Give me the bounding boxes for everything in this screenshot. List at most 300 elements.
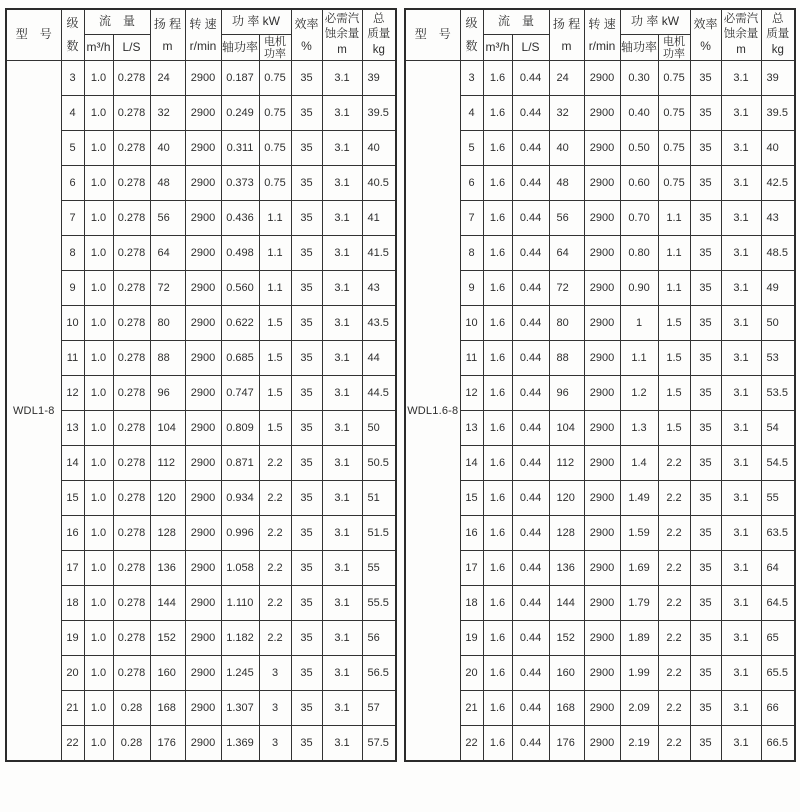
table-cell-npsh: 3.1 (721, 306, 761, 341)
header-stages (460, 9, 483, 61)
table-header (6, 9, 396, 61)
table-cell-flow-m3h: 1.6 (483, 551, 512, 586)
table-cell-eff: 35 (291, 236, 322, 271)
table-row (6, 201, 396, 236)
table-row (405, 656, 795, 691)
table-cell-shaft: 0.934 (221, 481, 259, 516)
table-cell-motor: 2.2 (658, 516, 690, 551)
header-motor-power-line1: 电机 (264, 35, 287, 48)
table-cell-flow-ls: 0.44 (512, 166, 549, 201)
table-row (405, 551, 795, 586)
table-cell-flow-ls: 0.44 (512, 96, 549, 131)
header-efficiency-label: 效率 (693, 17, 718, 31)
table-cell-mass: 55 (761, 481, 795, 516)
table-cell-head: 72 (549, 271, 584, 306)
table-cell-mass: 44.5 (362, 376, 396, 411)
table-cell-motor: 1.5 (658, 376, 690, 411)
table-cell-motor: 1.1 (259, 236, 291, 271)
table-cell-npsh: 3.1 (322, 656, 362, 691)
table-cell-flow-m3h: 1.6 (483, 236, 512, 271)
table-cell-mass: 57 (362, 691, 396, 726)
table-body-wdl1-6-8 (405, 61, 795, 762)
table-cell-flow-ls: 0.44 (512, 516, 549, 551)
header-speed (584, 9, 620, 61)
table-cell-speed: 2900 (185, 656, 221, 691)
table-cell-stage: 11 (460, 341, 483, 376)
header-npsh (322, 9, 362, 61)
table-cell-flow-m3h: 1.0 (84, 726, 113, 762)
table-cell-flow-ls: 0.44 (512, 306, 549, 341)
table-cell-speed: 2900 (584, 656, 620, 691)
table-cell-npsh: 3.1 (721, 96, 761, 131)
table-cell-flow-m3h: 1.6 (483, 656, 512, 691)
table-cell-mass: 65.5 (761, 656, 795, 691)
table-cell-flow-ls: 0.44 (512, 446, 549, 481)
header-mass-line2: 质量 (367, 28, 391, 41)
table-cell-stage: 3 (61, 61, 84, 96)
table-cell-npsh: 3.1 (721, 446, 761, 481)
table-cell-motor: 2.2 (658, 621, 690, 656)
header-motor-power-line1: 电机 (663, 35, 686, 48)
header-motor-power (259, 35, 291, 61)
table-row (405, 201, 795, 236)
table-cell-mass: 55.5 (362, 586, 396, 621)
table-cell-npsh: 3.1 (721, 656, 761, 691)
table-row (405, 691, 795, 726)
table-cell-stage: 7 (460, 201, 483, 236)
table-cell-motor: 1.5 (259, 341, 291, 376)
table-cell-head: 80 (150, 306, 185, 341)
header-motor-power-line2: 功率 (663, 47, 686, 60)
table-row (6, 306, 396, 341)
table-cell-eff: 35 (690, 236, 721, 271)
header-shaft-power: 轴功率 (620, 35, 658, 61)
table-cell-flow-ls: 0.278 (113, 551, 150, 586)
table-cell-motor: 2.2 (259, 551, 291, 586)
table-cell-head: 72 (150, 271, 185, 306)
table-row (6, 376, 396, 411)
table-cell-flow-ls: 0.44 (512, 551, 549, 586)
header-head (150, 9, 185, 61)
header-model: 型 号 (405, 9, 460, 61)
table-cell-head: 104 (150, 411, 185, 446)
table-cell-npsh: 3.1 (322, 131, 362, 166)
header-npsh-unit: m (337, 43, 347, 56)
table-row (405, 166, 795, 201)
header-npsh-line1: 必需汽 (723, 12, 759, 25)
table-cell-npsh: 3.1 (721, 621, 761, 656)
header-mass-line1: 总 (772, 12, 784, 25)
table-cell-mass: 40 (761, 131, 795, 166)
table-cell-motor: 2.2 (658, 691, 690, 726)
table-cell-speed: 2900 (185, 551, 221, 586)
table-row (405, 446, 795, 481)
table-cell-eff: 35 (690, 341, 721, 376)
table-cell-eff: 35 (690, 166, 721, 201)
table-cell-npsh: 3.1 (721, 236, 761, 271)
header-mass-line2: 质量 (766, 28, 790, 41)
table-cell-speed: 2900 (185, 166, 221, 201)
table-cell-stage: 16 (460, 516, 483, 551)
table-cell-npsh: 3.1 (322, 236, 362, 271)
table-cell-stage: 16 (61, 516, 84, 551)
table-cell-mass: 63.5 (761, 516, 795, 551)
table-cell-stage: 17 (61, 551, 84, 586)
table-cell-motor: 3 (259, 656, 291, 691)
header-flow-ls: L/S (512, 35, 549, 61)
table-cell-npsh: 3.1 (322, 166, 362, 201)
table-cell-eff: 35 (690, 586, 721, 621)
table-row (6, 96, 396, 131)
table-cell-mass: 48.5 (761, 236, 795, 271)
table-cell-mass: 42.5 (761, 166, 795, 201)
table-cell-head: 24 (549, 61, 584, 96)
table-cell-head: 32 (549, 96, 584, 131)
table-cell-motor: 2.2 (658, 726, 690, 762)
table-cell-flow-m3h: 1.6 (483, 341, 512, 376)
table-cell-speed: 2900 (185, 201, 221, 236)
table-cell-shaft: 1.1 (620, 341, 658, 376)
table-cell-head: 120 (150, 481, 185, 516)
table-cell-npsh: 3.1 (721, 131, 761, 166)
table-cell-npsh: 3.1 (721, 201, 761, 236)
header-speed-unit: r/min (189, 39, 217, 53)
table-cell-mass: 50 (761, 306, 795, 341)
table-cell-flow-ls: 0.278 (113, 236, 150, 271)
table-cell-speed: 2900 (584, 586, 620, 621)
table-row (405, 481, 795, 516)
table-row (405, 96, 795, 131)
table-cell-npsh: 3.1 (322, 376, 362, 411)
table-cell-head: 32 (150, 96, 185, 131)
header-head-label: 扬 程 (153, 17, 182, 31)
table-cell-flow-m3h: 1.0 (84, 656, 113, 691)
table-cell-eff: 35 (291, 481, 322, 516)
table-cell-eff: 35 (291, 166, 322, 201)
table-cell-flow-m3h: 1.0 (84, 411, 113, 446)
header-npsh (721, 9, 761, 61)
table-cell-head: 160 (150, 656, 185, 691)
table-cell-stage: 22 (460, 726, 483, 762)
table-cell-npsh: 3.1 (322, 551, 362, 586)
table-cell-mass: 56 (362, 621, 396, 656)
table-cell-motor: 1.1 (658, 201, 690, 236)
header-stages-line2: 数 (465, 39, 478, 53)
table-row (6, 271, 396, 306)
table-cell-mass: 39 (362, 61, 396, 96)
table-cell-head: 88 (150, 341, 185, 376)
table-row (6, 656, 396, 691)
table-cell-speed: 2900 (584, 481, 620, 516)
table-cell-stage: 7 (61, 201, 84, 236)
table-cell-eff: 35 (291, 61, 322, 96)
table-cell-npsh: 3.1 (721, 551, 761, 586)
table-cell-flow-ls: 0.44 (512, 341, 549, 376)
table-cell-speed: 2900 (185, 691, 221, 726)
table-cell-motor: 1.5 (259, 411, 291, 446)
table-cell-npsh: 3.1 (322, 726, 362, 762)
table-cell-speed: 2900 (584, 411, 620, 446)
table-cell-head: 120 (549, 481, 584, 516)
table-cell-shaft: 1.79 (620, 586, 658, 621)
table-cell-stage: 6 (460, 166, 483, 201)
table-cell-flow-ls: 0.278 (113, 306, 150, 341)
table-cell-shaft: 1.59 (620, 516, 658, 551)
table-cell-speed: 2900 (185, 131, 221, 166)
table-cell-shaft: 0.747 (221, 376, 259, 411)
table-cell-npsh: 3.1 (322, 61, 362, 96)
table-cell-flow-m3h: 1.0 (84, 341, 113, 376)
table-cell-stage: 18 (61, 586, 84, 621)
table-cell-shaft: 1.89 (620, 621, 658, 656)
table-cell-eff: 35 (690, 131, 721, 166)
table-cell-flow-m3h: 1.0 (84, 96, 113, 131)
table-cell-mass: 41 (362, 201, 396, 236)
table-cell-head: 176 (549, 726, 584, 762)
table-cell-eff: 35 (690, 691, 721, 726)
table-cell-speed: 2900 (584, 551, 620, 586)
table-row (6, 61, 396, 96)
table-cell-shaft: 1.369 (221, 726, 259, 762)
table-cell-eff: 35 (291, 96, 322, 131)
table-cell-mass: 53.5 (761, 376, 795, 411)
header-head-unit: m (561, 39, 572, 53)
table-cell-npsh: 3.1 (721, 341, 761, 376)
table-cell-stage: 13 (61, 411, 84, 446)
table-row (405, 726, 795, 762)
table-cell-mass: 51 (362, 481, 396, 516)
table-cell-motor: 1.5 (658, 306, 690, 341)
table-cell-speed: 2900 (584, 96, 620, 131)
table-cell-stage: 4 (61, 96, 84, 131)
table-cell-speed: 2900 (185, 376, 221, 411)
table-cell-stage: 8 (460, 236, 483, 271)
table-cell-motor: 1.1 (259, 271, 291, 306)
table-cell-flow-m3h: 1.6 (483, 271, 512, 306)
table-cell-flow-m3h: 1.0 (84, 271, 113, 306)
table-cell-speed: 2900 (584, 131, 620, 166)
table-cell-head: 40 (549, 131, 584, 166)
table-cell-stage: 4 (460, 96, 483, 131)
table-cell-stage: 14 (61, 446, 84, 481)
header-speed-label: 转 速 (588, 17, 616, 31)
table-cell-mass: 50 (362, 411, 396, 446)
table-cell-motor: 0.75 (259, 131, 291, 166)
table-cell-shaft: 1.69 (620, 551, 658, 586)
table-cell-flow-m3h: 1.6 (483, 61, 512, 96)
table-cell-eff: 35 (291, 341, 322, 376)
table-cell-motor: 1.5 (259, 306, 291, 341)
table-cell-flow-m3h: 1.0 (84, 166, 113, 201)
table-row (405, 341, 795, 376)
table-cell-head: 128 (150, 516, 185, 551)
table-cell-npsh: 3.1 (322, 586, 362, 621)
table-cell-mass: 56.5 (362, 656, 396, 691)
table-cell-mass: 66 (761, 691, 795, 726)
table-row (6, 166, 396, 201)
table-cell-motor: 0.75 (259, 96, 291, 131)
table-cell-flow-ls: 0.44 (512, 236, 549, 271)
table-cell-speed: 2900 (185, 481, 221, 516)
table-cell-speed: 2900 (185, 411, 221, 446)
table-cell-eff: 35 (690, 201, 721, 236)
table-cell-mass: 65 (761, 621, 795, 656)
table-cell-eff: 35 (291, 551, 322, 586)
table-cell-npsh: 3.1 (721, 166, 761, 201)
table-cell-eff: 35 (690, 306, 721, 341)
table-cell-shaft: 0.187 (221, 61, 259, 96)
table-cell-eff: 35 (690, 411, 721, 446)
header-efficiency-unit: % (301, 39, 312, 53)
header-shaft-power: 轴功率 (221, 35, 259, 61)
table-cell-flow-m3h: 1.0 (84, 446, 113, 481)
header-motor-power (658, 35, 690, 61)
table-cell-flow-ls: 0.278 (113, 656, 150, 691)
table-cell-shaft: 0.80 (620, 236, 658, 271)
table-cell-head: 160 (549, 656, 584, 691)
header-efficiency-unit: % (700, 39, 711, 53)
table-cell-mass: 44 (362, 341, 396, 376)
header-speed-unit: r/min (588, 39, 616, 53)
table-row (6, 446, 396, 481)
table-cell-eff: 35 (690, 446, 721, 481)
table-cell-stage: 21 (61, 691, 84, 726)
table-cell-shaft: 0.373 (221, 166, 259, 201)
table-row (6, 516, 396, 551)
table-cell-eff: 35 (690, 481, 721, 516)
table-cell-flow-ls: 0.278 (113, 96, 150, 131)
table-cell-flow-m3h: 1.0 (84, 621, 113, 656)
table-cell-mass: 39.5 (362, 96, 396, 131)
table-row (6, 411, 396, 446)
table-cell-flow-ls: 0.44 (512, 481, 549, 516)
table-cell-npsh: 3.1 (721, 411, 761, 446)
table-cell-stage: 17 (460, 551, 483, 586)
table-cell-npsh: 3.1 (322, 96, 362, 131)
table-cell-motor: 2.2 (658, 586, 690, 621)
table-cell-flow-m3h: 1.0 (84, 586, 113, 621)
table-cell-eff: 35 (690, 621, 721, 656)
table-cell-speed: 2900 (584, 271, 620, 306)
table-cell-npsh: 3.1 (322, 411, 362, 446)
header-stages (61, 9, 84, 61)
table-cell-shaft: 2.09 (620, 691, 658, 726)
header-speed-label: 转 速 (189, 17, 217, 31)
table-cell-flow-ls: 0.28 (113, 691, 150, 726)
table-cell-head: 56 (150, 201, 185, 236)
table-cell-eff: 35 (291, 411, 322, 446)
table-cell-flow-m3h: 1.6 (483, 446, 512, 481)
table-row (6, 236, 396, 271)
table-cell-shaft: 2.19 (620, 726, 658, 762)
table-cell-motor: 0.75 (259, 166, 291, 201)
table-cell-mass: 64.5 (761, 586, 795, 621)
table-cell-eff: 35 (291, 201, 322, 236)
table-cell-mass: 39 (761, 61, 795, 96)
table-cell-motor: 2.2 (259, 481, 291, 516)
table-cell-flow-ls: 0.278 (113, 201, 150, 236)
table-cell-head: 128 (549, 516, 584, 551)
table-cell-shaft: 0.560 (221, 271, 259, 306)
table-cell-speed: 2900 (185, 446, 221, 481)
table-cell-stage: 10 (460, 306, 483, 341)
table-cell-speed: 2900 (584, 446, 620, 481)
table-cell-flow-ls: 0.44 (512, 726, 549, 762)
table-cell-head: 176 (150, 726, 185, 762)
table-cell-flow-m3h: 1.0 (84, 201, 113, 236)
table-cell-npsh: 3.1 (322, 341, 362, 376)
table-cell-flow-m3h: 1.6 (483, 481, 512, 516)
header-power: 功 率 kW (221, 9, 291, 35)
table-cell-speed: 2900 (584, 166, 620, 201)
table-cell-head: 144 (150, 586, 185, 621)
table-cell-flow-m3h: 1.6 (483, 586, 512, 621)
table-cell-flow-ls: 0.278 (113, 586, 150, 621)
table-cell-npsh: 3.1 (322, 201, 362, 236)
table-row (405, 236, 795, 271)
header-stages-line1: 级 (66, 16, 79, 30)
table-row (6, 726, 396, 762)
table-cell-motor: 3 (259, 691, 291, 726)
table-cell-shaft: 0.871 (221, 446, 259, 481)
table-cell-head: 168 (150, 691, 185, 726)
header-model: 型 号 (6, 9, 61, 61)
table-cell-speed: 2900 (185, 271, 221, 306)
table-cell-speed: 2900 (185, 61, 221, 96)
table-cell-speed: 2900 (185, 236, 221, 271)
table-cell-mass: 50.5 (362, 446, 396, 481)
table-cell-flow-ls: 0.278 (113, 621, 150, 656)
table-row (405, 376, 795, 411)
table-row (405, 306, 795, 341)
table-cell-head: 152 (549, 621, 584, 656)
table-cell-shaft: 1.4 (620, 446, 658, 481)
model-label: WDL1-8 (6, 61, 61, 762)
table-cell-head: 96 (549, 376, 584, 411)
table-cell-flow-m3h: 1.6 (483, 201, 512, 236)
table-row (405, 586, 795, 621)
table-row (6, 551, 396, 586)
table-cell-npsh: 3.1 (721, 61, 761, 96)
table-row (6, 586, 396, 621)
table-row (6, 481, 396, 516)
table-cell-eff: 35 (690, 551, 721, 586)
table-cell-stage: 13 (460, 411, 483, 446)
table-cell-flow-m3h: 1.0 (84, 551, 113, 586)
table-cell-shaft: 0.498 (221, 236, 259, 271)
table-cell-head: 64 (549, 236, 584, 271)
header-mass (362, 9, 396, 61)
table-cell-motor: 0.75 (658, 96, 690, 131)
table-cell-speed: 2900 (584, 306, 620, 341)
table-cell-flow-m3h: 1.6 (483, 131, 512, 166)
table-cell-mass: 51.5 (362, 516, 396, 551)
table-cell-flow-ls: 0.278 (113, 411, 150, 446)
table-row (405, 131, 795, 166)
table-cell-npsh: 3.1 (322, 271, 362, 306)
table-cell-mass: 40 (362, 131, 396, 166)
table-cell-stage: 18 (460, 586, 483, 621)
table-cell-stage: 12 (460, 376, 483, 411)
table-cell-stage: 15 (61, 481, 84, 516)
table-cell-head: 96 (150, 376, 185, 411)
table-cell-eff: 35 (291, 131, 322, 166)
table-cell-shaft: 1.3 (620, 411, 658, 446)
table-cell-speed: 2900 (185, 306, 221, 341)
header-mass-unit: kg (771, 43, 784, 56)
table-cell-flow-m3h: 1.6 (483, 96, 512, 131)
pump-table-wdl1-6-8 (404, 8, 796, 762)
